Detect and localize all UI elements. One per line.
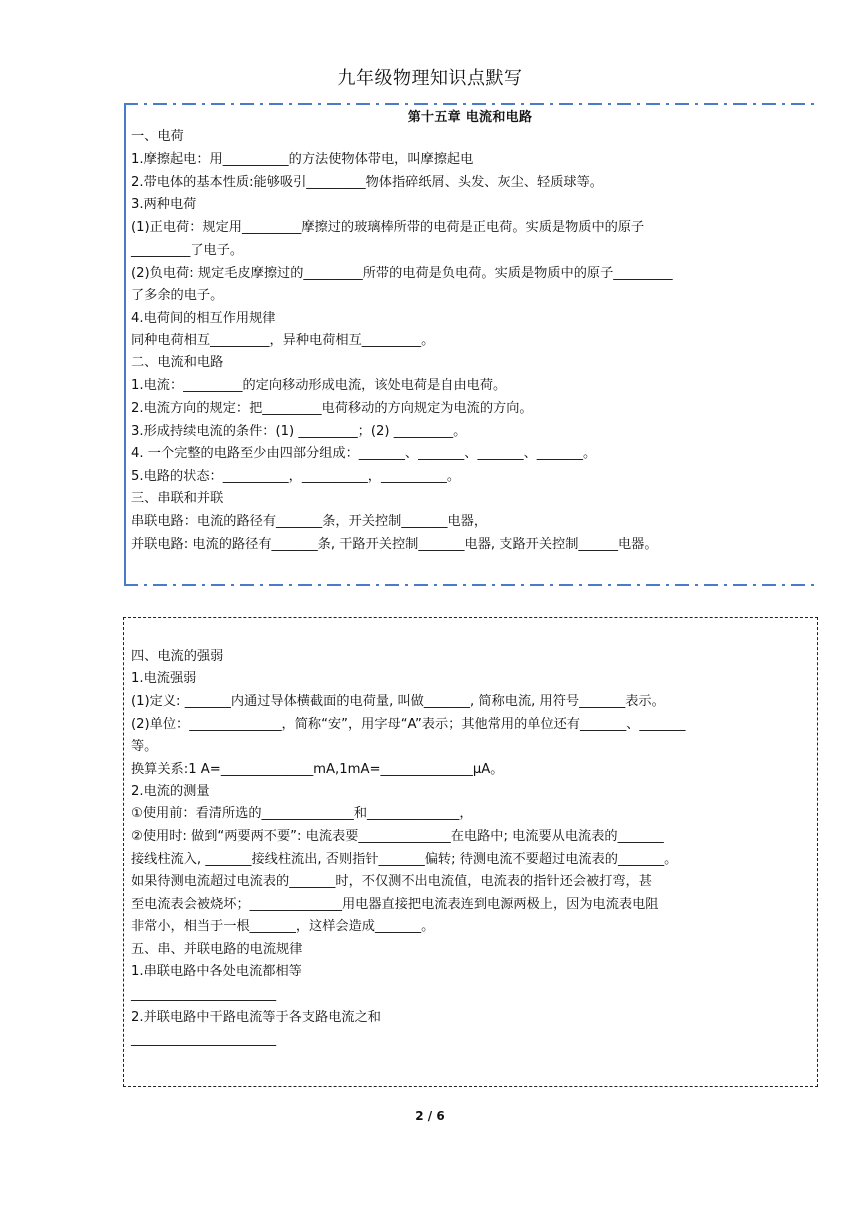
text-line: (2)负电荷: 规定毛皮摩擦过的_________所带的电荷是负电荷。实质是物质中的原子_________ (131, 266, 673, 281)
text-line: _________了电子。 (131, 243, 244, 258)
text-line: (1)正电荷：规定用_________摩擦过的玻璃棒所带的电荷是正电荷。实质是物质中的原子 (131, 220, 645, 235)
text-line: 1.摩擦起电：用__________的方法使物体带电，叫摩擦起电 (131, 152, 474, 167)
text-line: 1.电流强弱 (131, 671, 197, 686)
text-line: 一、电荷 (131, 129, 184, 144)
text-line: 三、串联和并联 (131, 491, 224, 506)
text-line: 至电流表会被烧坏；______________用电器直接把电流表连到电源两极上，因为电流表电阻 (131, 897, 659, 912)
text-line: 2.带电体的基本性质:能够吸引_________物体指碎纸屑、头发、灰尘、轻质球等。 (131, 175, 603, 190)
text-line: ②使用时: 做到“两要两不要”: 电流表要______________在电路中; 电流要从电流表的_______ (131, 829, 664, 844)
chapter-heading: 第十五章 电流和电路 (407, 110, 533, 125)
document-title: 九年级物理知识点默写 (337, 68, 523, 89)
text-line: 3.两种电荷 (131, 197, 197, 212)
text-line: 串联电路：电流的路径有_______条，开关控制_______电器， (131, 514, 488, 529)
text-line: ①使用前：看清所选的______________和______________， (131, 806, 473, 821)
text-line: 四、电流的强弱 (131, 649, 224, 664)
text-line: 如果待测电流超过电流表的_______时，不仅测不出电流值，电流表的指针还会被打弯，甚 (131, 874, 652, 889)
text-line: 换算关系:1 A=______________mA,1mA=______________μA。 (131, 762, 504, 777)
text-line: 4.电荷间的相互作用规律 (131, 311, 276, 326)
text-line: 非常小，相当于一根_______，这样会造成_______。 (131, 919, 435, 934)
text-line: 等。 (131, 739, 158, 754)
text-line: ______________________ (131, 987, 277, 1002)
text-line: 3.形成持续电流的条件：(1) _________；(2) _________。 (131, 424, 467, 439)
text-line: 2.并联电路中干路电流等于各支路电流之和 (131, 1010, 381, 1025)
text-line: (1)定义: _______内通过导体横截面的电荷量, 叫做_______, 简称电流, 用符号_______表示。 (131, 694, 665, 709)
text-line: 2.电流方向的规定：把_________电荷移动的方向规定为电流的方向。 (131, 401, 533, 416)
text-line: 二、电流和电路 (131, 355, 224, 370)
text-line: 2.电流的测量 (131, 784, 210, 799)
text-line: 5.电路的状态：__________，__________，__________。 (131, 469, 461, 484)
text-line: (2)单位：______________，简称“安”，用字母“A”表示；其他常用的单位还有_______、_______ (131, 717, 686, 732)
text-line: ______________________ (131, 1032, 277, 1047)
text-line: 同种电荷相互_________，异种电荷相互_________。 (131, 333, 435, 348)
text-line: 五、串、并联电路的电流规律 (131, 942, 303, 957)
text-line: 1.串联电路中各处电流都相等 (131, 964, 302, 979)
text-line: 了多余的电子。 (131, 288, 224, 303)
text-line: 4. 一个完整的电路至少由四部分组成：_______、_______、_______、_______。 (131, 446, 597, 461)
text-line: 并联电路: 电流的路径有_______条, 干路开关控制_______电器, 支路开关控制______电器。 (131, 537, 658, 552)
text-line: 1.电流：_________的定向移动形成电流，该处电荷是自由电荷。 (131, 378, 507, 393)
page-number: 2 / 6 (415, 1109, 445, 1123)
text-line: 接线柱流入, _______接线柱流出, 否则指针_______偏转; 待测电流不要超过电流表的_______。 (131, 852, 678, 867)
